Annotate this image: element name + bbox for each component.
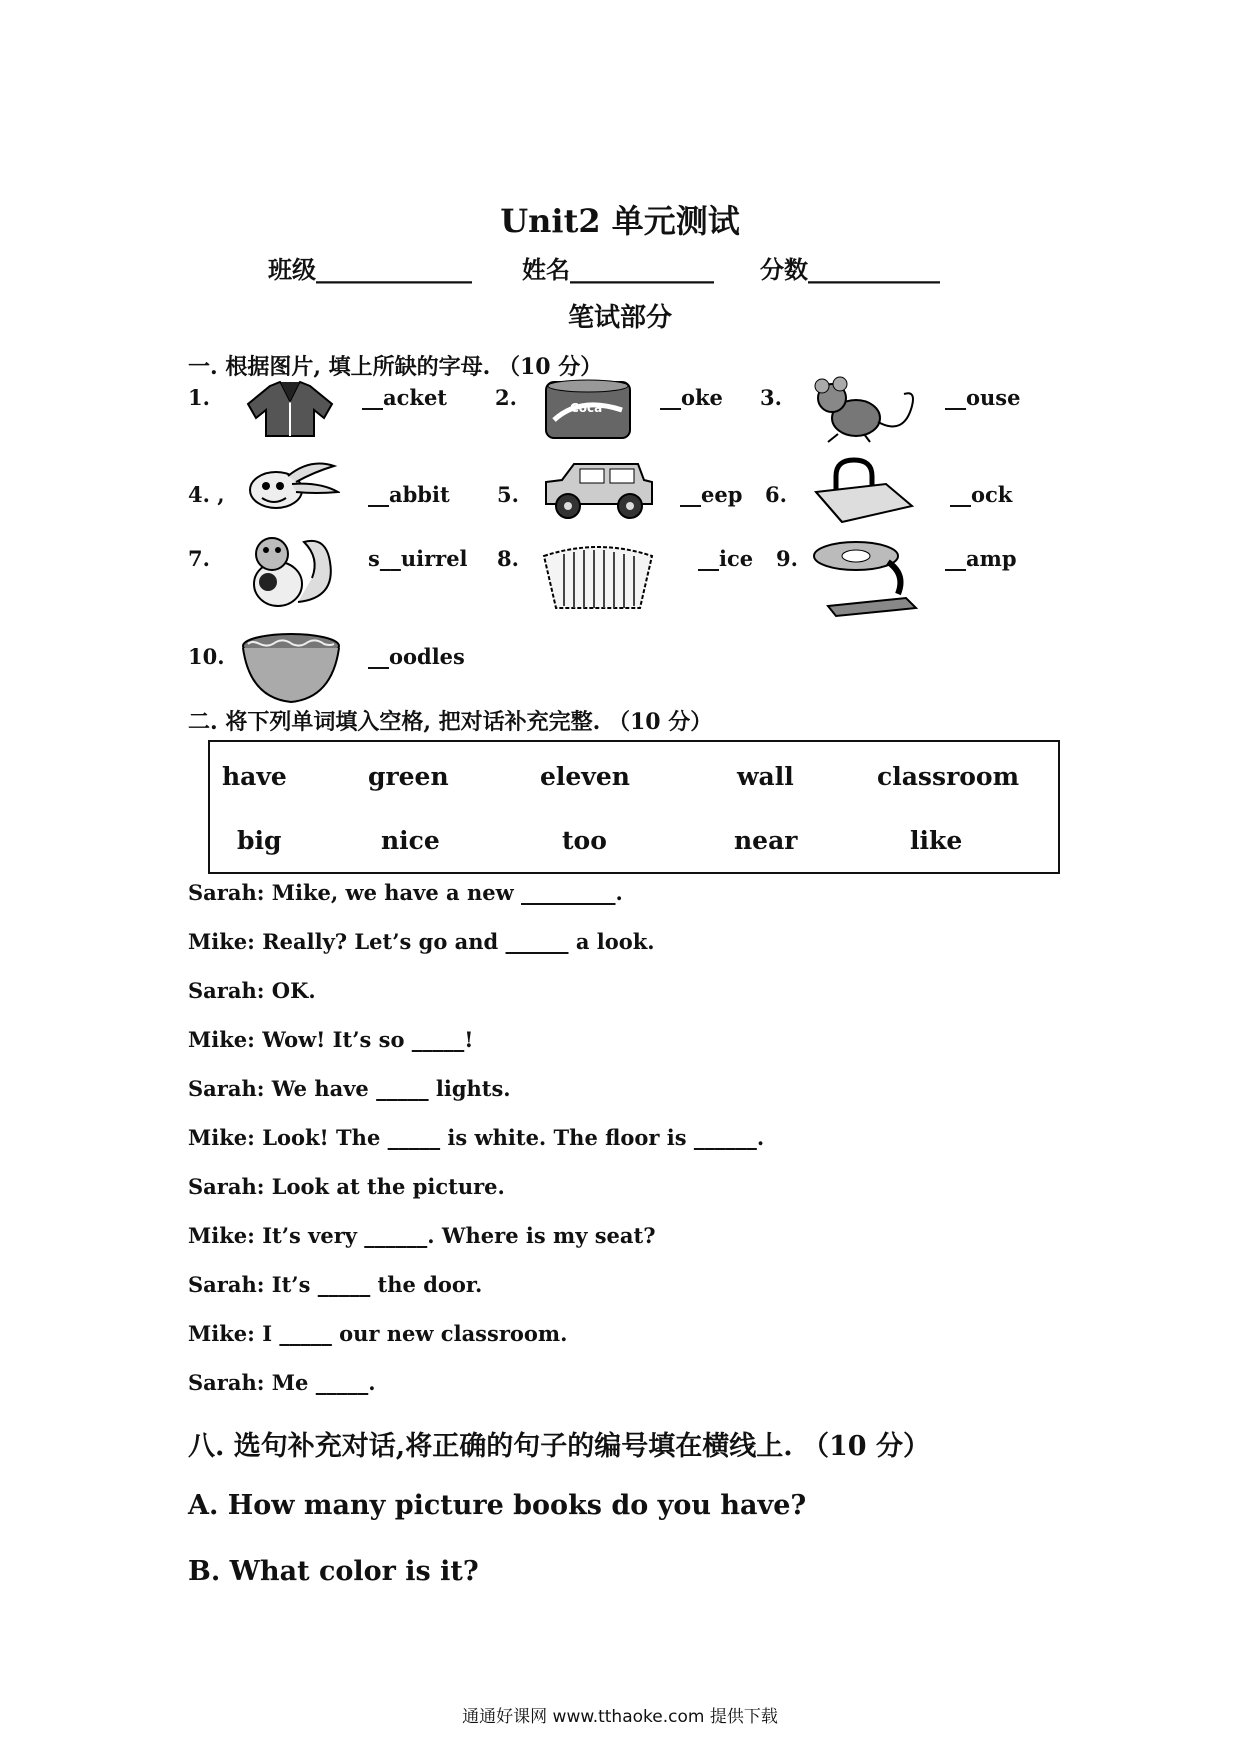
mouse-icon bbox=[808, 376, 920, 444]
missing-letter-word: __eep bbox=[680, 482, 743, 507]
item-number: 2. bbox=[495, 385, 517, 410]
desk-lamp-icon bbox=[806, 536, 922, 618]
missing-letter-word: __ock bbox=[950, 482, 1013, 507]
dialogue-line: Sarah: Me _____. bbox=[188, 1370, 376, 1395]
item-number: 4. , bbox=[188, 482, 225, 507]
section8-heading: 八. 选句补充对话,将正确的句子的编号填在横线上. （10 分） bbox=[188, 1431, 930, 1462]
score-field: 分数___________ bbox=[760, 255, 940, 284]
section2-heading: 二. 将下列单词填入空格, 把对话补充完整. （10 分） bbox=[188, 709, 713, 735]
missing-letter-word: __oke bbox=[660, 385, 723, 410]
item-number: 10. bbox=[188, 644, 225, 669]
item-number: 9. bbox=[776, 546, 798, 571]
missing-letter-word: __oodles bbox=[368, 644, 465, 669]
item-number: 1. bbox=[188, 385, 210, 410]
page-title: Unit2 单元测试 bbox=[500, 202, 740, 240]
word-bank-box bbox=[208, 740, 1060, 874]
name-field: 姓名____________ bbox=[522, 255, 714, 284]
padlock-icon bbox=[806, 456, 918, 528]
word-bank-item: green bbox=[368, 762, 449, 791]
missing-letter-word: __amp bbox=[945, 546, 1017, 571]
option-b: B. What color is it? bbox=[188, 1556, 479, 1587]
dialogue-line: Sarah: Mike, we have a new _________. bbox=[188, 880, 623, 905]
word-bank-item: have bbox=[222, 762, 287, 791]
word-bank-item: classroom bbox=[877, 762, 1020, 791]
jacket-icon bbox=[240, 378, 340, 440]
word-bank-item: wall bbox=[737, 762, 794, 791]
word-bank-item: near bbox=[734, 826, 798, 855]
class-field: 班级_____________ bbox=[268, 255, 472, 284]
dialogue-line: Sarah: OK. bbox=[188, 978, 316, 1003]
word-bank-item: eleven bbox=[540, 762, 630, 791]
rice-bowl-icon bbox=[540, 536, 656, 614]
dialogue-line: Mike: Really? Let’s go and ______ a look. bbox=[188, 929, 655, 954]
coke-can-icon bbox=[540, 376, 636, 442]
word-bank-item: big bbox=[237, 826, 282, 855]
svg-text:Coca: Coca bbox=[570, 401, 603, 415]
dialogue-line: Mike: Look! The _____ is white. The floor is ______. bbox=[188, 1125, 765, 1150]
jeep-icon bbox=[540, 458, 658, 522]
section-subtitle: 笔试部分 bbox=[567, 303, 672, 333]
dialogue-line: Sarah: Look at the picture. bbox=[188, 1174, 505, 1199]
squirrel-icon bbox=[240, 528, 336, 612]
item-number: 8. bbox=[497, 546, 519, 571]
item-number: 7. bbox=[188, 546, 210, 571]
dialogue-line: Mike: I _____ our new classroom. bbox=[188, 1321, 568, 1346]
dialogue-line: Sarah: We have _____ lights. bbox=[188, 1076, 511, 1101]
noodles-bowl-icon bbox=[240, 632, 342, 704]
dialogue-line: Sarah: It’s _____ the door. bbox=[188, 1272, 483, 1297]
word-bank-item: too bbox=[562, 826, 607, 855]
missing-letter-word: __acket bbox=[362, 385, 448, 410]
section1-heading: 一. 根据图片, 填上所缺的字母. （10 分） bbox=[188, 354, 603, 380]
item-number: 3. bbox=[760, 385, 782, 410]
missing-letter-word: s__uirrel bbox=[368, 546, 468, 571]
dialogue-line: Mike: It’s very ______. Where is my seat? bbox=[188, 1223, 656, 1248]
dialogue-line: Mike: Wow! It’s so _____! bbox=[188, 1027, 474, 1052]
word-bank-item: nice bbox=[381, 826, 440, 855]
rabbit-icon bbox=[240, 458, 340, 514]
word-bank-item: like bbox=[910, 826, 963, 855]
missing-letter-word: __ouse bbox=[945, 385, 1021, 410]
option-a: A. How many picture books do you have? bbox=[188, 1490, 807, 1521]
missing-letter-word: __abbit bbox=[368, 482, 450, 507]
footer-source: 通通好课网 www.tthaoke.com 提供下载 bbox=[462, 1707, 778, 1727]
item-number: 6. bbox=[765, 482, 787, 507]
item-number: 5. bbox=[497, 482, 519, 507]
missing-letter-word: __ice bbox=[698, 546, 754, 571]
